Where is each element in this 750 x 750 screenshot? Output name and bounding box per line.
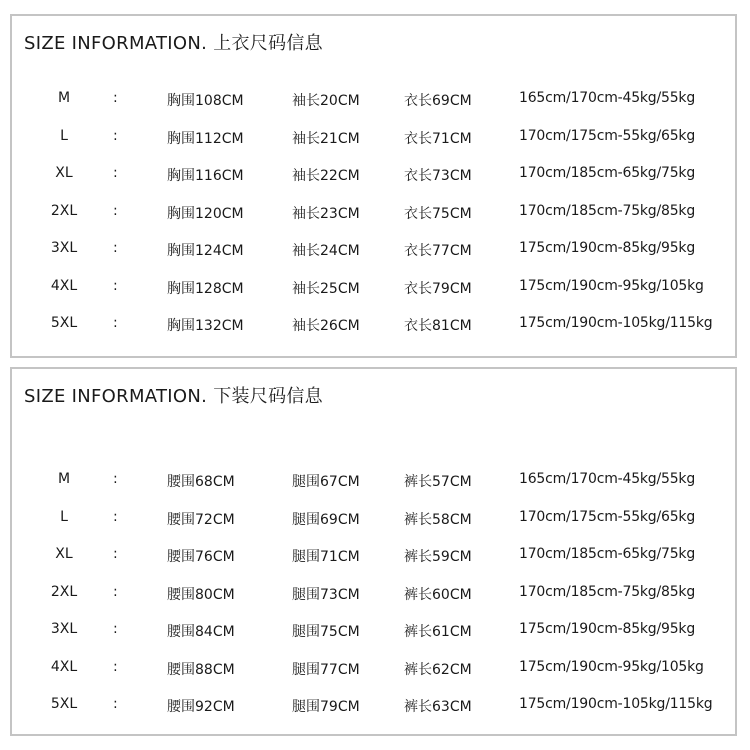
separator: :: [113, 621, 118, 637]
table-row: [12, 659, 735, 697]
table-row: [12, 315, 735, 353]
sleeve-value: 袖长22CM: [292, 168, 360, 184]
waist-value: 腰围80CM: [167, 586, 235, 603]
separator: :: [113, 90, 118, 106]
length-value: 衣长73CM: [404, 168, 472, 184]
thigh-value: 腿围77CM: [292, 661, 360, 678]
sleeve-value: 袖长21CM: [292, 130, 360, 147]
thigh-value: 腿围71CM: [292, 549, 360, 565]
sleeve-value: 袖长25CM: [292, 280, 360, 297]
sleeve-value: 袖长23CM: [292, 205, 360, 222]
separator: :: [113, 696, 118, 712]
length-value: 衣长71CM: [404, 130, 472, 147]
separator: :: [113, 240, 118, 256]
sleeve-value: 袖长24CM: [292, 243, 360, 259]
length-value: 衣长75CM: [404, 205, 472, 222]
size-label: 2XL: [50, 202, 78, 219]
table-row: [12, 471, 735, 509]
table-row: [12, 696, 735, 734]
top-size-table: [12, 90, 735, 353]
table-row: [12, 546, 735, 584]
length-value: 裤长60CM: [404, 586, 472, 603]
chest-value: 胸围116CM: [167, 168, 244, 184]
separator: :: [113, 658, 118, 675]
separator: :: [113, 202, 118, 219]
length-value: 衣长69CM: [404, 93, 472, 109]
chest-value: 胸围132CM: [167, 318, 244, 334]
separator: :: [113, 277, 118, 294]
length-value: 裤长62CM: [404, 661, 472, 678]
size-label: 5XL: [50, 696, 78, 712]
table-row: [12, 240, 735, 278]
waist-value: 腰围72CM: [167, 511, 235, 528]
waist-value: 腰围76CM: [167, 549, 235, 565]
bottom-size-panel: [10, 367, 737, 736]
fit-range: 170cm/185cm-65kg/75kg: [519, 165, 696, 181]
table-row: [12, 203, 735, 241]
thigh-value: 腿围67CM: [292, 474, 360, 490]
size-label: 2XL: [50, 583, 78, 600]
fit-range: 170cm/175cm-55kg/65kg: [519, 127, 696, 144]
fit-range: 175cm/190cm-105kg/115kg: [519, 315, 713, 331]
size-label: XL: [55, 165, 73, 181]
size-label: 4XL: [50, 277, 78, 294]
fit-range: 165cm/170cm-45kg/55kg: [519, 471, 696, 487]
table-row: [12, 165, 735, 203]
length-value: 裤长58CM: [404, 511, 472, 528]
chest-value: 胸围124CM: [167, 243, 244, 259]
size-label: L: [60, 508, 68, 525]
fit-range: 175cm/190cm-95kg/105kg: [519, 277, 704, 294]
thigh-value: 腿围75CM: [292, 624, 360, 640]
waist-value: 腰围88CM: [167, 661, 235, 678]
sleeve-value: 袖长26CM: [292, 318, 360, 334]
length-value: 衣长79CM: [404, 280, 472, 297]
table-row: [12, 128, 735, 166]
length-value: 裤长63CM: [404, 699, 472, 715]
length-value: 裤长61CM: [404, 624, 472, 640]
table-row: [12, 90, 735, 128]
size-label: 4XL: [50, 658, 78, 675]
waist-value: 腰围84CM: [167, 624, 235, 640]
size-label: XL: [55, 546, 73, 562]
table-row: [12, 278, 735, 316]
table-row: [12, 621, 735, 659]
chest-value: 胸围108CM: [167, 93, 244, 109]
separator: :: [113, 471, 118, 487]
chest-value: 胸围112CM: [167, 130, 244, 147]
fit-range: 165cm/170cm-45kg/55kg: [519, 90, 696, 106]
size-label: 3XL: [50, 621, 78, 637]
fit-range: 170cm/185cm-75kg/85kg: [519, 583, 696, 600]
waist-value: 腰围68CM: [167, 474, 235, 490]
size-label: 5XL: [50, 315, 78, 331]
size-label: M: [57, 90, 71, 106]
separator: :: [113, 165, 118, 181]
chest-value: 胸围128CM: [167, 280, 244, 297]
separator: :: [113, 583, 118, 600]
fit-range: 175cm/190cm-85kg/95kg: [519, 240, 696, 256]
top-size-panel: [10, 14, 737, 358]
size-label: M: [57, 471, 71, 487]
size-label: L: [60, 127, 68, 144]
bottom-size-title: SIZE INFORMATION. 下装尺码信息: [24, 386, 323, 407]
length-value: 裤长57CM: [404, 474, 472, 490]
fit-range: 170cm/185cm-65kg/75kg: [519, 546, 696, 562]
separator: :: [113, 315, 118, 331]
fit-range: 175cm/190cm-95kg/105kg: [519, 658, 704, 675]
sleeve-value: 袖长20CM: [292, 93, 360, 109]
separator: :: [113, 508, 118, 525]
length-value: 衣长81CM: [404, 318, 472, 334]
separator: :: [113, 546, 118, 562]
waist-value: 腰围92CM: [167, 699, 235, 715]
fit-range: 175cm/190cm-105kg/115kg: [519, 696, 713, 712]
thigh-value: 腿围79CM: [292, 699, 360, 715]
thigh-value: 腿围69CM: [292, 511, 360, 528]
size-label: 3XL: [50, 240, 78, 256]
table-row: [12, 509, 735, 547]
length-value: 衣长77CM: [404, 243, 472, 259]
length-value: 裤长59CM: [404, 549, 472, 565]
table-row: [12, 584, 735, 622]
top-size-title: SIZE INFORMATION. 上衣尺码信息: [24, 33, 323, 54]
chest-value: 胸围120CM: [167, 205, 244, 222]
fit-range: 170cm/185cm-75kg/85kg: [519, 202, 696, 219]
fit-range: 170cm/175cm-55kg/65kg: [519, 508, 696, 525]
fit-range: 175cm/190cm-85kg/95kg: [519, 621, 696, 637]
separator: :: [113, 127, 118, 144]
bottom-size-table: [12, 471, 735, 734]
thigh-value: 腿围73CM: [292, 586, 360, 603]
